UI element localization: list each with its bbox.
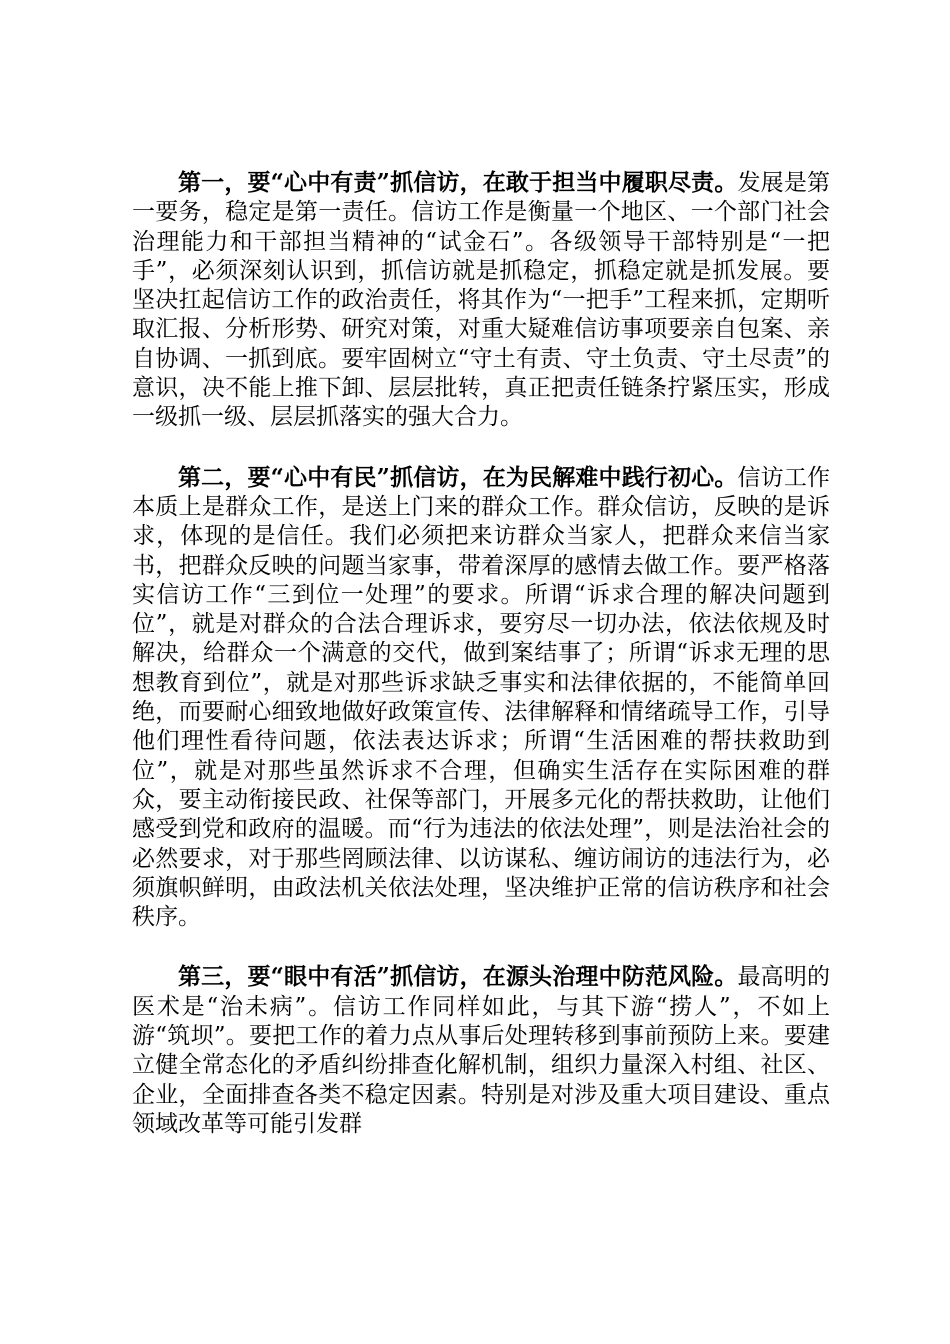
- paragraph-prevention: [132, 962, 830, 1139]
- paragraph-people: [132, 463, 830, 933]
- paragraph-body: 信访工作本质上是群众工作，是送上门来的群众工作。群众信访，反映的是诉求，体现的是信任。我们必须把来访群众当家人，把群众来信当家书，把群众反映的问题当家事，带着深厚的感情去做工作。要严格落实信访工作“三到位一处理”的要求。所谓“诉求合理的解决问题到位”，就是对群众的合法合理诉求，要穷尽一切办法，依法依规及时解决，给群众一个满意的交代，做到案结事了；所谓“诉求无理的思想教育到位”，就是对那些诉求缺乏事实和法律依据的，不能简单回绝，而要耐心细致地做好政策宣传、法律解释和情绪疏导工作，引导他们理性看待问题，依法表达诉求；所谓“生活困难的帮扶救助到位”，就是对那些虽然诉求不合理，但确实生活存在实际困难的群众，要主动衔接民政、社保等部门，开展多元化的帮扶救助，让他们感受到党和政府的温暖。而“行为违法的依法处理”，则是法治社会的必然要求，对于那些罔顾法律、以访谋私、缠访闹访的违法行为，必须旗帜鲜明，由政法机关依法处理，坚决维护正常的信访秩序和社会秩序。: [132, 464, 831, 931]
- paragraph-lead: 第二，要“心中有民”抓信访，在为民解难中践行初心。: [178, 463, 738, 491]
- paragraph-responsibility: [132, 168, 830, 433]
- paragraph-lead: 第一，要“心中有责”抓信访，在敢于担当中履职尽责。: [178, 169, 738, 196]
- paragraph-lead: 第三，要“眼中有活”抓信访，在源头治理中防范风险。: [178, 963, 738, 991]
- document-page: [132, 168, 830, 1139]
- paragraph-body: 最高明的医术是“治未病”。信访工作同样如此，与其下游“捞人”，不如上游“筑坝”。要把工作的着力点从事后处理转移到事前预防上来。要建立健全常态化的矛盾纠纷排查化解机制，组织力量深入村组、社区、企业，全面排查各类不稳定因素。特别是对涉及重大项目建设、重点领域改革等可能引发群: [132, 964, 831, 1137]
- paragraph-body: 发展是第一要务，稳定是第一责任。信访工作是衡量一个地区、一个部门社会治理能力和干部担当精神的“试金石”。各级领导干部特别是“一把手”，必须深刻认识到，抓信访就是抓稳定，抓稳定就是抓发展。要坚决扛起信访工作的政治责任，将其作为“一把手”工程来抓，定期听取汇报、分析形势、研究对策，对重大疑难信访事项要亲自包案、亲自协调、一抓到底。要牢固树立“守土有责、守土负责、守土尽责”的意识，决不能上推下卸、层层批转，真正把责任链条拧紧压实，形成一级抓一级、层层抓落实的强大合力。: [132, 170, 831, 431]
